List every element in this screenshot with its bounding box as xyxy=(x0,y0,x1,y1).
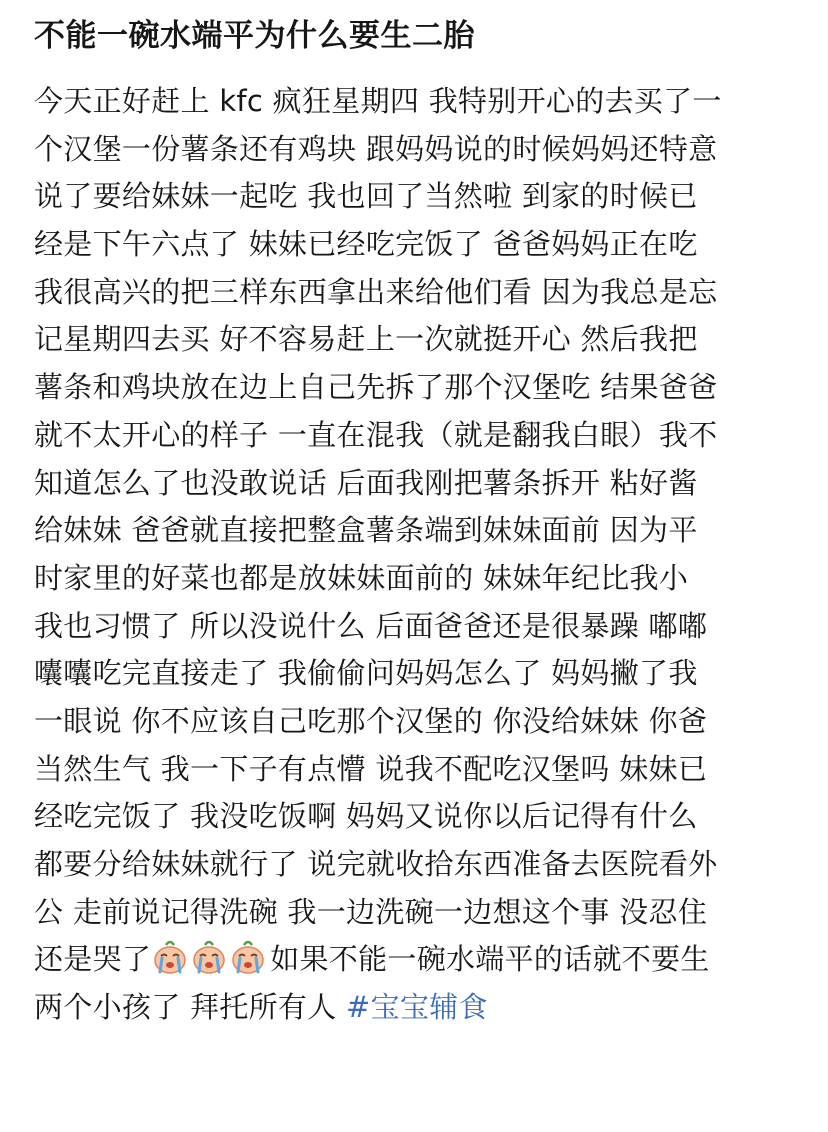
crying-face-emoji xyxy=(151,939,189,975)
post-title: 不能一碗水端平为什么要生二胎 xyxy=(34,18,475,54)
body-line: 都要分给妹妹就行了 说完就收拾东西准备去医院看外 xyxy=(34,847,718,881)
body-line: 一眼说 你不应该自己吃那个汉堡的 你没给妹妹 你爸 xyxy=(34,703,708,738)
post-body xyxy=(34,78,804,1032)
body-line: 囔囔吃完直接走了 我偷偷问妈妈怎么了 妈妈撇了我 xyxy=(34,656,698,691)
body-line: 给妹妹 爸爸就直接把整盒薯条端到妹妹面前 因为平 xyxy=(34,513,698,548)
body-line: 我很高兴的把三样东西拿出来给他们看 因为我总是忘 xyxy=(34,274,718,309)
emoji-group xyxy=(151,939,268,975)
body-line: 知道怎么了也没敢说话 后面我刚把薯条拆开 粘好酱 xyxy=(34,465,698,500)
body-line: 说了要给妹妹一起吃 我也回了当然啦 到家的时候已 xyxy=(34,179,698,214)
line-text: 两个小孩了 拜托所有人 xyxy=(34,990,347,1025)
body-line: 今天正好赶上 kfc 疯狂星期四 我特别开心的去买了一 xyxy=(34,84,722,118)
body-line: 经是下午六点了 妹妹已经吃完饭了 爸爸妈妈正在吃 xyxy=(34,227,698,262)
body-line-with-emoji xyxy=(34,936,804,983)
hashtag-link[interactable]: #宝宝辅食 xyxy=(346,990,488,1025)
crying-face-emoji xyxy=(190,939,228,975)
watermark-icon xyxy=(370,1080,500,1128)
body-line: 就不太开心的样子 一直在混我（就是翻我白眼）我不 xyxy=(34,417,718,452)
body-line: 公 走前说记得洗碗 我一边洗碗一边想这个事 没忍住 xyxy=(34,894,708,929)
body-line: 记星期四去买 好不容易赶上一次就挺开心 然后我把 xyxy=(34,322,698,357)
body-line: 时家里的好菜也都是放妹妹面前的 妹妹年纪比我小 xyxy=(34,560,689,595)
crying-face-emoji xyxy=(229,939,267,975)
body-line: 个汉堡一份薯条还有鸡块 跟妈妈说的时候妈妈还特意 xyxy=(34,131,718,166)
body-line: 当然生气 我一下子有点懵 说我不配吃汉堡吗 妹妹已 xyxy=(34,751,708,786)
body-line-with-hashtag xyxy=(34,984,804,1031)
line-suffix: 如果不能一碗水端平的话就不要生 xyxy=(270,942,710,977)
line-prefix: 还是哭了 xyxy=(34,942,152,977)
body-line: 薯条和鸡块放在边上自己先拆了那个汉堡吃 结果爸爸 xyxy=(34,370,718,405)
body-line: 经吃完饭了 我没吃饭啊 妈妈又说你以后记得有什么 xyxy=(34,799,698,834)
body-line: 我也习惯了 所以没说什么 后面爸爸还是很暴躁 嘟嘟 xyxy=(34,608,708,643)
